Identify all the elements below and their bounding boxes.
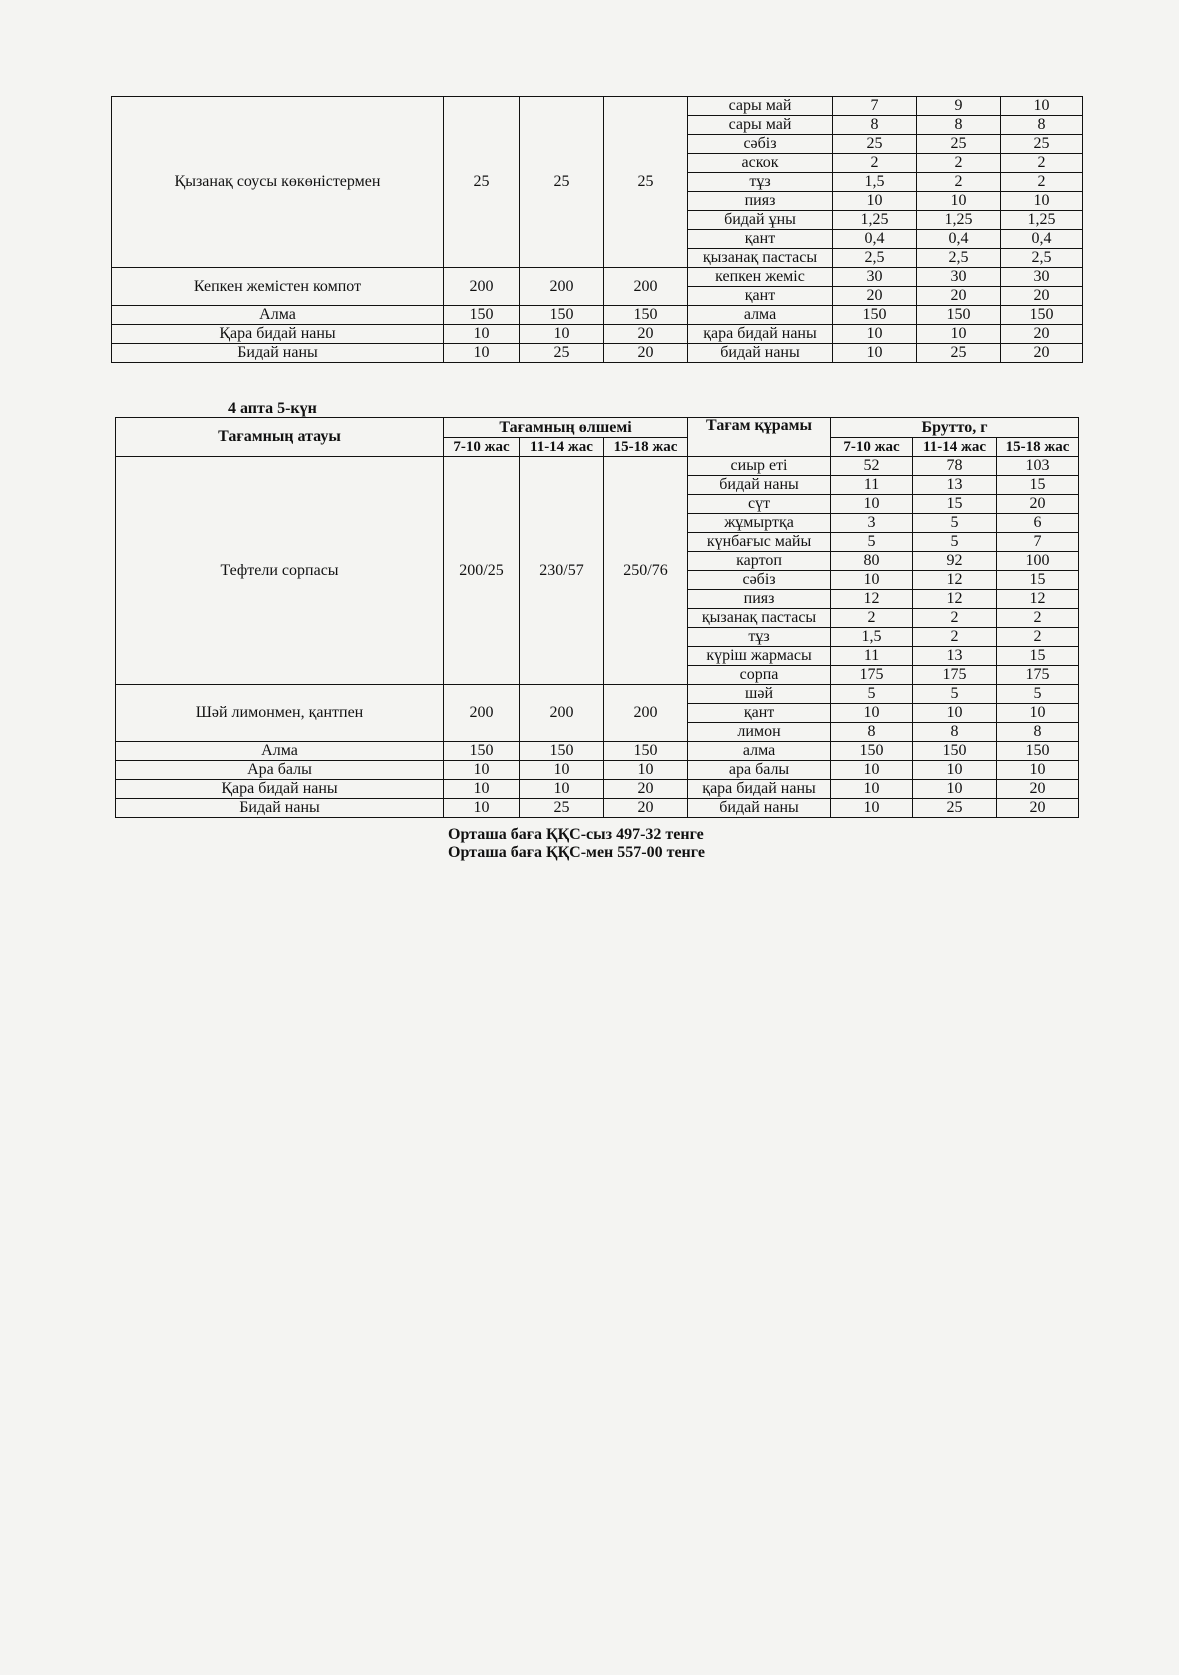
ingredient-name: бидай наны [688, 476, 831, 495]
portion-size: 20 [604, 325, 688, 344]
brutto-value: 10 [831, 761, 913, 780]
portion-size: 200 [444, 685, 520, 742]
brutto-value: 2 [1001, 173, 1083, 192]
portion-size: 150 [520, 306, 604, 325]
ingredient-name: сәбіз [688, 571, 831, 590]
brutto-value: 30 [833, 268, 917, 287]
header-brutto: Брутто, г [831, 418, 1079, 438]
brutto-value: 7 [833, 97, 917, 116]
table-row [116, 761, 1079, 780]
ingredient-name: тұз [688, 173, 833, 192]
brutto-value: 2 [913, 628, 997, 647]
dish-name: Ара балы [116, 761, 444, 780]
brutto-value: 6 [997, 514, 1079, 533]
ingredient-name: қант [688, 230, 833, 249]
portion-size: 25 [520, 799, 604, 818]
header-composition: Тағам құрамы [688, 418, 831, 457]
brutto-value: 80 [831, 552, 913, 571]
header-brutto-age-7-10: 7-10 жас [831, 438, 913, 457]
portion-size: 25 [520, 344, 604, 363]
brutto-value: 175 [831, 666, 913, 685]
brutto-value: 10 [1001, 97, 1083, 116]
brutto-value: 20 [1001, 344, 1083, 363]
brutto-value: 5 [913, 685, 997, 704]
brutto-value: 10 [831, 799, 913, 818]
ingredient-name: күріш жармасы [688, 647, 831, 666]
average-price-without-vat: Орташа баға ҚҚС-сыз 497-32 тенге [448, 826, 704, 843]
ingredient-name: сорпа [688, 666, 831, 685]
brutto-value: 52 [831, 457, 913, 476]
brutto-value: 150 [913, 742, 997, 761]
table-day4-continuation [111, 96, 1083, 363]
header-brutto-age-15-18: 15-18 жас [997, 438, 1079, 457]
ingredient-name: сары май [688, 97, 833, 116]
table-row [112, 268, 1083, 287]
header-portion-age-15-18: 15-18 жас [604, 438, 688, 457]
portion-size: 200 [604, 685, 688, 742]
portion-size: 25 [604, 97, 688, 268]
brutto-value: 175 [997, 666, 1079, 685]
dish-name: Қара бидай наны [116, 780, 444, 799]
portion-size: 20 [604, 780, 688, 799]
brutto-value: 1,25 [917, 211, 1001, 230]
table-row [112, 344, 1083, 363]
portion-size: 150 [520, 742, 604, 761]
ingredient-name: сүт [688, 495, 831, 514]
brutto-value: 15 [913, 495, 997, 514]
brutto-value: 30 [917, 268, 1001, 287]
brutto-value: 8 [913, 723, 997, 742]
header-dish-name: Тағамның атауы [116, 418, 444, 457]
brutto-value: 20 [997, 495, 1079, 514]
dish-name: Бидай наны [116, 799, 444, 818]
brutto-value: 1,25 [833, 211, 917, 230]
brutto-value: 15 [997, 476, 1079, 495]
ingredient-name: тұз [688, 628, 831, 647]
table-row [112, 306, 1083, 325]
brutto-value: 2 [833, 154, 917, 173]
brutto-value: 20 [1001, 287, 1083, 306]
brutto-value: 10 [831, 495, 913, 514]
header-brutto-age-11-14: 11-14 жас [913, 438, 997, 457]
brutto-value: 25 [1001, 135, 1083, 154]
portion-size: 150 [444, 742, 520, 761]
portion-size: 250/76 [604, 457, 688, 685]
brutto-value: 25 [917, 135, 1001, 154]
ingredient-name: қызанақ пастасы [688, 249, 833, 268]
portion-size: 150 [444, 306, 520, 325]
brutto-value: 0,4 [833, 230, 917, 249]
portion-size: 25 [520, 97, 604, 268]
table-row [116, 780, 1079, 799]
portion-size: 150 [604, 306, 688, 325]
dish-name: Алма [116, 742, 444, 761]
brutto-value: 7 [997, 533, 1079, 552]
dish-name: Шәй лимонмен, қантпен [116, 685, 444, 742]
brutto-value: 2 [831, 609, 913, 628]
brutto-value: 2 [997, 609, 1079, 628]
portion-size: 200 [444, 268, 520, 306]
ingredient-name: аскок [688, 154, 833, 173]
ingredient-name: кепкен жеміс [688, 268, 833, 287]
brutto-value: 2 [917, 154, 1001, 173]
ingredient-name: картоп [688, 552, 831, 571]
brutto-value: 10 [831, 571, 913, 590]
table-row [112, 325, 1083, 344]
brutto-value: 5 [913, 533, 997, 552]
brutto-value: 10 [917, 325, 1001, 344]
table-row [116, 742, 1079, 761]
ingredient-name: алма [688, 306, 833, 325]
brutto-value: 20 [997, 799, 1079, 818]
brutto-value: 92 [913, 552, 997, 571]
dish-name: Алма [112, 306, 444, 325]
portion-size: 230/57 [520, 457, 604, 685]
ingredient-name: пияз [688, 590, 831, 609]
brutto-value: 25 [833, 135, 917, 154]
dish-name: Кепкен жемістен компот [112, 268, 444, 306]
portion-size: 10 [444, 761, 520, 780]
ingredient-name: шәй [688, 685, 831, 704]
ingredient-name: сары май [688, 116, 833, 135]
brutto-value: 10 [913, 780, 997, 799]
brutto-value: 10 [997, 761, 1079, 780]
table-body [112, 97, 1083, 363]
dish-name: Тефтели сорпасы [116, 457, 444, 685]
brutto-value: 5 [997, 685, 1079, 704]
brutto-value: 150 [833, 306, 917, 325]
table-row [116, 685, 1079, 704]
brutto-value: 10 [917, 192, 1001, 211]
brutto-value: 25 [917, 344, 1001, 363]
portion-size: 20 [604, 799, 688, 818]
portion-size: 200 [604, 268, 688, 306]
brutto-value: 2 [997, 628, 1079, 647]
ingredient-name: ара балы [688, 761, 831, 780]
header-portion-age-11-14: 11-14 жас [520, 438, 604, 457]
brutto-value: 10 [833, 325, 917, 344]
portion-size: 25 [444, 97, 520, 268]
brutto-value: 1,5 [833, 173, 917, 192]
brutto-value: 78 [913, 457, 997, 476]
portion-size: 10 [520, 780, 604, 799]
portion-size: 10 [444, 780, 520, 799]
brutto-value: 2,5 [1001, 249, 1083, 268]
brutto-value: 10 [833, 344, 917, 363]
table-row [116, 799, 1079, 818]
brutto-value: 3 [831, 514, 913, 533]
brutto-value: 2,5 [833, 249, 917, 268]
brutto-value: 5 [831, 533, 913, 552]
brutto-value: 1,25 [1001, 211, 1083, 230]
brutto-value: 150 [1001, 306, 1083, 325]
portion-size: 10 [520, 325, 604, 344]
brutto-value: 8 [831, 723, 913, 742]
average-price-with-vat: Орташа баға ҚҚС-мен 557-00 тенге [448, 844, 705, 861]
brutto-value: 5 [831, 685, 913, 704]
ingredient-name: лимон [688, 723, 831, 742]
portion-size: 200 [520, 685, 604, 742]
brutto-value: 150 [831, 742, 913, 761]
brutto-value: 0,4 [917, 230, 1001, 249]
ingredient-name: қант [688, 287, 833, 306]
brutto-value: 2 [1001, 154, 1083, 173]
ingredient-name: сиыр еті [688, 457, 831, 476]
brutto-value: 2 [917, 173, 1001, 192]
portion-size: 10 [444, 344, 520, 363]
brutto-value: 25 [913, 799, 997, 818]
brutto-value: 20 [997, 780, 1079, 799]
ingredient-name: сәбіз [688, 135, 833, 154]
brutto-value: 2,5 [917, 249, 1001, 268]
ingredient-name: алма [688, 742, 831, 761]
ingredient-name: бидай наны [688, 799, 831, 818]
brutto-value: 100 [997, 552, 1079, 571]
ingredient-name: бидай наны [688, 344, 833, 363]
brutto-value: 8 [833, 116, 917, 135]
portion-size: 10 [520, 761, 604, 780]
ingredient-name: қант [688, 704, 831, 723]
brutto-value: 11 [831, 476, 913, 495]
brutto-value: 15 [997, 571, 1079, 590]
brutto-value: 20 [1001, 325, 1083, 344]
brutto-value: 10 [831, 780, 913, 799]
brutto-value: 15 [997, 647, 1079, 666]
ingredient-name: жұмыртқа [688, 514, 831, 533]
header-portion-age-7-10: 7-10 жас [444, 438, 520, 457]
brutto-value: 11 [831, 647, 913, 666]
brutto-value: 10 [831, 704, 913, 723]
brutto-value: 13 [913, 647, 997, 666]
brutto-value: 10 [833, 192, 917, 211]
dish-name: Қара бидай наны [112, 325, 444, 344]
dish-name: Бидай наны [112, 344, 444, 363]
ingredient-name: күнбағыс майы [688, 533, 831, 552]
brutto-value: 12 [997, 590, 1079, 609]
table-body [116, 457, 1079, 818]
brutto-value: 175 [913, 666, 997, 685]
table-day5-menu [115, 417, 1079, 818]
brutto-value: 12 [913, 571, 997, 590]
portion-size: 10 [604, 761, 688, 780]
portion-size: 10 [444, 325, 520, 344]
brutto-value: 8 [917, 116, 1001, 135]
table-row [112, 97, 1083, 116]
ingredient-name: қара бидай наны [688, 325, 833, 344]
brutto-value: 12 [831, 590, 913, 609]
brutto-value: 150 [917, 306, 1001, 325]
brutto-value: 20 [833, 287, 917, 306]
ingredient-name: қызанақ пастасы [688, 609, 831, 628]
brutto-value: 12 [913, 590, 997, 609]
table-row [116, 457, 1079, 476]
brutto-value: 10 [997, 704, 1079, 723]
brutto-value: 30 [1001, 268, 1083, 287]
dish-name: Қызанақ соусы көкөністермен [112, 97, 444, 268]
brutto-value: 5 [913, 514, 997, 533]
ingredient-name: бидай ұны [688, 211, 833, 230]
brutto-value: 13 [913, 476, 997, 495]
brutto-value: 2 [913, 609, 997, 628]
portion-size: 10 [444, 799, 520, 818]
ingredient-name: пияз [688, 192, 833, 211]
portion-size: 200 [520, 268, 604, 306]
brutto-value: 8 [997, 723, 1079, 742]
portion-size: 200/25 [444, 457, 520, 685]
portion-size: 150 [604, 742, 688, 761]
brutto-value: 10 [1001, 192, 1083, 211]
brutto-value: 9 [917, 97, 1001, 116]
brutto-value: 20 [917, 287, 1001, 306]
brutto-value: 1,5 [831, 628, 913, 647]
brutto-value: 150 [997, 742, 1079, 761]
brutto-value: 10 [913, 761, 997, 780]
brutto-value: 0,4 [1001, 230, 1083, 249]
brutto-value: 103 [997, 457, 1079, 476]
ingredient-name: қара бидай наны [688, 780, 831, 799]
header-portion: Тағамның өлшемі [444, 418, 688, 438]
brutto-value: 10 [913, 704, 997, 723]
brutto-value: 8 [1001, 116, 1083, 135]
day-title: 4 апта 5-күн [228, 400, 317, 417]
portion-size: 20 [604, 344, 688, 363]
